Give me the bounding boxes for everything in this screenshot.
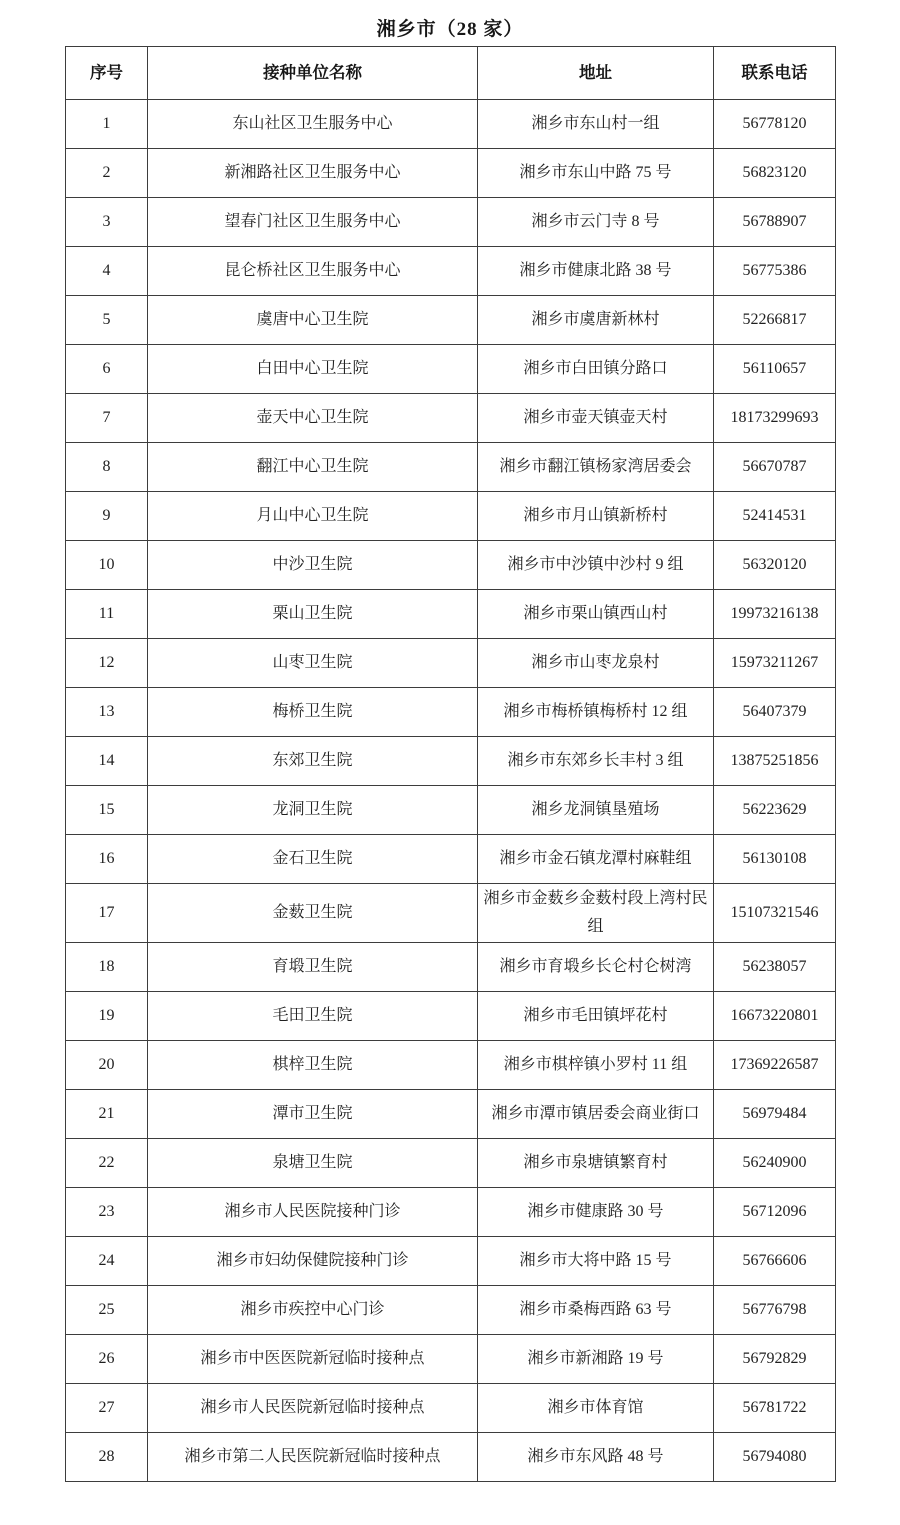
cell-no: 20 [66, 1041, 148, 1090]
cell-name: 湘乡市疾控中心门诊 [148, 1286, 478, 1335]
cell-phone: 56110657 [714, 345, 836, 394]
cell-phone: 56788907 [714, 198, 836, 247]
cell-name: 望春门社区卫生服务中心 [148, 198, 478, 247]
cell-phone: 56240900 [714, 1139, 836, 1188]
cell-no: 9 [66, 492, 148, 541]
table-row [66, 1139, 836, 1188]
cell-name: 中沙卫生院 [148, 541, 478, 590]
cell-phone: 56407379 [714, 688, 836, 737]
cell-name: 栗山卫生院 [148, 590, 478, 639]
cell-name: 泉塘卫生院 [148, 1139, 478, 1188]
cell-phone: 56778120 [714, 100, 836, 149]
cell-name: 白田中心卫生院 [148, 345, 478, 394]
cell-phone: 56130108 [714, 835, 836, 884]
cell-phone: 56712096 [714, 1188, 836, 1237]
cell-name: 翻江中心卫生院 [148, 443, 478, 492]
page-title: 湘乡市（28 家） [376, 19, 524, 40]
cell-phone: 56794080 [714, 1433, 836, 1482]
vaccination-units-table [65, 46, 836, 1482]
cell-no: 11 [66, 590, 148, 639]
table-row [66, 992, 836, 1041]
cell-address: 湘乡市健康北路 38 号 [478, 247, 714, 296]
cell-address: 湘乡市梅桥镇梅桥村 12 组 [478, 688, 714, 737]
cell-phone: 52414531 [714, 492, 836, 541]
table-row [66, 296, 836, 345]
cell-phone: 56670787 [714, 443, 836, 492]
cell-no: 26 [66, 1335, 148, 1384]
cell-address: 湘乡市潭市镇居委会商业街口 [478, 1090, 714, 1139]
cell-no: 23 [66, 1188, 148, 1237]
cell-phone: 56320120 [714, 541, 836, 590]
cell-no: 2 [66, 149, 148, 198]
table-row [66, 247, 836, 296]
cell-phone: 17369226587 [714, 1041, 836, 1090]
cell-name: 湘乡市中医医院新冠临时接种点 [148, 1335, 478, 1384]
cell-name: 新湘路社区卫生服务中心 [148, 149, 478, 198]
cell-name: 东郊卫生院 [148, 737, 478, 786]
cell-no: 5 [66, 296, 148, 345]
cell-address: 湘乡市东风路 48 号 [478, 1433, 714, 1482]
table-body [66, 100, 836, 1482]
table-row [66, 149, 836, 198]
cell-name: 湘乡市第二人民医院新冠临时接种点 [148, 1433, 478, 1482]
cell-address: 湘乡市毛田镇坪花村 [478, 992, 714, 1041]
cell-no: 1 [66, 100, 148, 149]
cell-name: 湘乡市人民医院新冠临时接种点 [148, 1384, 478, 1433]
table-row [66, 1384, 836, 1433]
cell-address: 湘乡市桑梅西路 63 号 [478, 1286, 714, 1335]
cell-address: 湘乡市白田镇分路口 [478, 345, 714, 394]
cell-name: 壶天中心卫生院 [148, 394, 478, 443]
cell-address: 湘乡市山枣龙泉村 [478, 639, 714, 688]
cell-address: 湘乡龙洞镇垦殖场 [478, 786, 714, 835]
cell-phone: 56823120 [714, 149, 836, 198]
cell-phone: 52266817 [714, 296, 836, 345]
cell-no: 27 [66, 1384, 148, 1433]
cell-address: 湘乡市育塅乡长仑村仑树湾 [478, 943, 714, 992]
table-row [66, 786, 836, 835]
table-row [66, 345, 836, 394]
cell-phone: 15107321546 [714, 884, 836, 943]
table-row [66, 1188, 836, 1237]
cell-name: 湘乡市人民医院接种门诊 [148, 1188, 478, 1237]
table-row [66, 1433, 836, 1482]
cell-address: 湘乡市东山村一组 [478, 100, 714, 149]
table-row [66, 100, 836, 149]
cell-address: 湘乡市月山镇新桥村 [478, 492, 714, 541]
header-row [66, 47, 836, 100]
cell-name: 潭市卫生院 [148, 1090, 478, 1139]
table-row [66, 590, 836, 639]
table-row [66, 737, 836, 786]
cell-address: 湘乡市东山中路 75 号 [478, 149, 714, 198]
table-row [66, 1090, 836, 1139]
cell-phone: 15973211267 [714, 639, 836, 688]
cell-address: 湘乡市翻江镇杨家湾居委会 [478, 443, 714, 492]
table-header [66, 47, 836, 100]
cell-no: 4 [66, 247, 148, 296]
cell-no: 12 [66, 639, 148, 688]
cell-address: 湘乡市体育馆 [478, 1384, 714, 1433]
cell-no: 24 [66, 1237, 148, 1286]
table-row [66, 443, 836, 492]
table-row [66, 1286, 836, 1335]
header-name: 接种单位名称 [148, 47, 478, 100]
cell-phone: 16673220801 [714, 992, 836, 1041]
cell-name: 山枣卫生院 [148, 639, 478, 688]
cell-name: 虞唐中心卫生院 [148, 296, 478, 345]
cell-address: 湘乡市中沙镇中沙村 9 组 [478, 541, 714, 590]
cell-name: 棋梓卫生院 [148, 1041, 478, 1090]
table-row [66, 835, 836, 884]
cell-no: 10 [66, 541, 148, 590]
cell-no: 8 [66, 443, 148, 492]
cell-address: 湘乡市金薮乡金薮村段上湾村民组 [478, 884, 714, 943]
cell-no: 19 [66, 992, 148, 1041]
cell-address: 湘乡市壶天镇壶天村 [478, 394, 714, 443]
cell-no: 18 [66, 943, 148, 992]
table-row [66, 198, 836, 247]
cell-name: 东山社区卫生服务中心 [148, 100, 478, 149]
table-row [66, 1237, 836, 1286]
cell-address: 湘乡市金石镇龙潭村麻鞋组 [478, 835, 714, 884]
cell-address: 湘乡市云门寺 8 号 [478, 198, 714, 247]
cell-name: 月山中心卫生院 [148, 492, 478, 541]
cell-phone: 56775386 [714, 247, 836, 296]
cell-address: 湘乡市东郊乡长丰村 3 组 [478, 737, 714, 786]
header-phone: 联系电话 [714, 47, 836, 100]
cell-no: 22 [66, 1139, 148, 1188]
cell-phone: 56781722 [714, 1384, 836, 1433]
cell-no: 21 [66, 1090, 148, 1139]
cell-address: 湘乡市大将中路 15 号 [478, 1237, 714, 1286]
table-row [66, 492, 836, 541]
cell-phone: 56223629 [714, 786, 836, 835]
cell-phone: 13875251856 [714, 737, 836, 786]
table-row [66, 1335, 836, 1384]
cell-name: 育塅卫生院 [148, 943, 478, 992]
cell-name: 金石卫生院 [148, 835, 478, 884]
cell-no: 16 [66, 835, 148, 884]
cell-address: 湘乡市虞唐新林村 [478, 296, 714, 345]
header-address: 地址 [478, 47, 714, 100]
table-row [66, 639, 836, 688]
cell-no: 13 [66, 688, 148, 737]
cell-no: 25 [66, 1286, 148, 1335]
cell-phone: 56776798 [714, 1286, 836, 1335]
header-no: 序号 [66, 47, 148, 100]
cell-address: 湘乡市健康路 30 号 [478, 1188, 714, 1237]
cell-no: 17 [66, 884, 148, 943]
table-row [66, 1041, 836, 1090]
cell-no: 15 [66, 786, 148, 835]
cell-phone: 18173299693 [714, 394, 836, 443]
cell-phone: 56766606 [714, 1237, 836, 1286]
cell-name: 昆仑桥社区卫生服务中心 [148, 247, 478, 296]
cell-phone: 19973216138 [714, 590, 836, 639]
table-row [66, 884, 836, 943]
cell-address: 湘乡市泉塘镇繁育村 [478, 1139, 714, 1188]
cell-address: 湘乡市棋梓镇小罗村 11 组 [478, 1041, 714, 1090]
table-row [66, 943, 836, 992]
cell-no: 7 [66, 394, 148, 443]
cell-no: 14 [66, 737, 148, 786]
table-row [66, 394, 836, 443]
cell-name: 龙洞卫生院 [148, 786, 478, 835]
cell-no: 6 [66, 345, 148, 394]
cell-name: 毛田卫生院 [148, 992, 478, 1041]
cell-name: 湘乡市妇幼保健院接种门诊 [148, 1237, 478, 1286]
cell-name: 金薮卫生院 [148, 884, 478, 943]
table-row [66, 688, 836, 737]
cell-phone: 56238057 [714, 943, 836, 992]
cell-no: 28 [66, 1433, 148, 1482]
cell-phone: 56979484 [714, 1090, 836, 1139]
cell-name: 梅桥卫生院 [148, 688, 478, 737]
cell-phone: 56792829 [714, 1335, 836, 1384]
cell-address: 湘乡市新湘路 19 号 [478, 1335, 714, 1384]
cell-no: 3 [66, 198, 148, 247]
cell-address: 湘乡市栗山镇西山村 [478, 590, 714, 639]
table-row [66, 541, 836, 590]
